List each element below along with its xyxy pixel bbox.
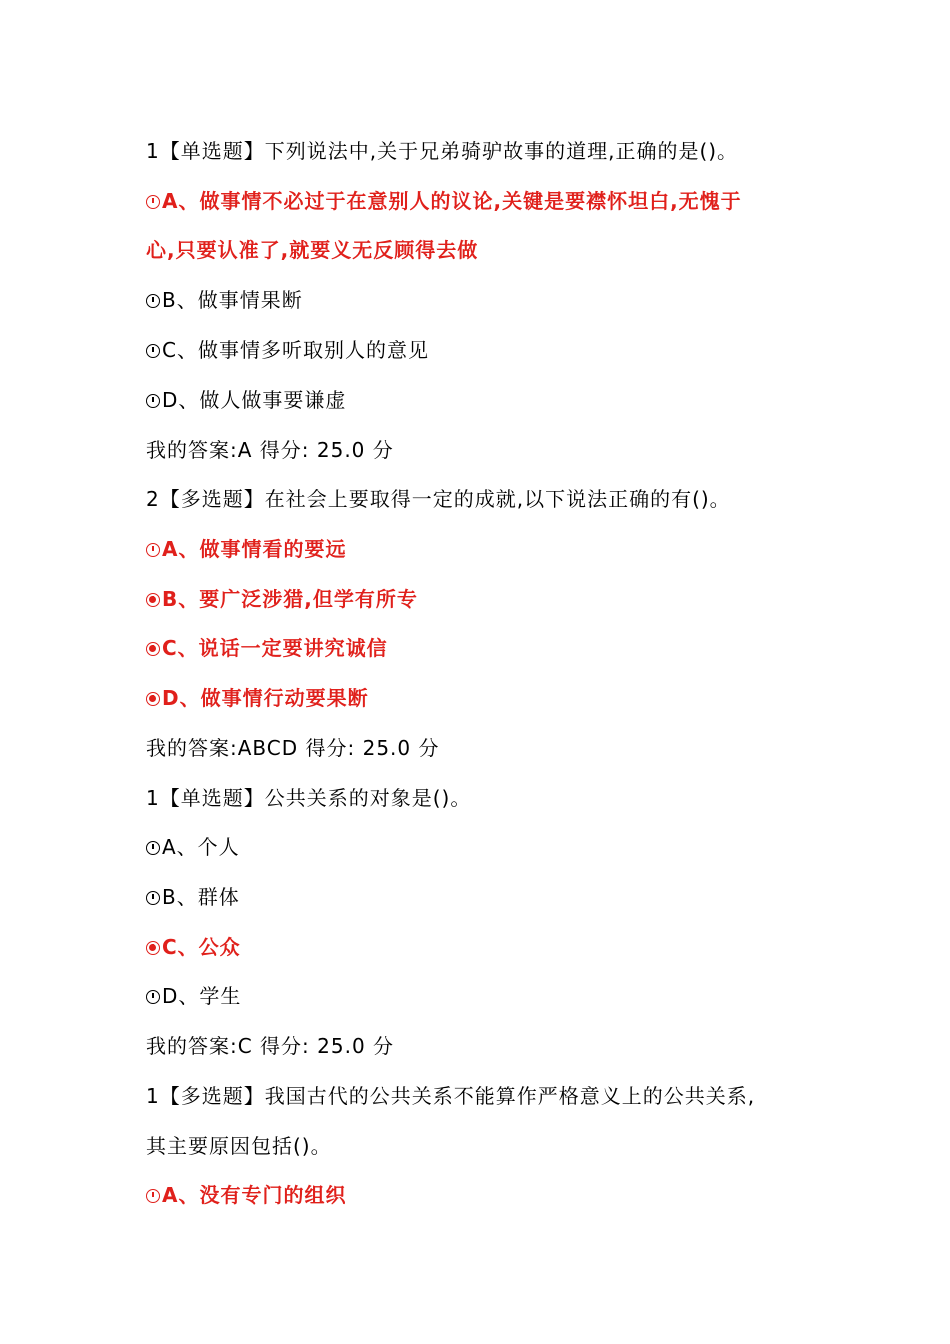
q2-my-answer: 我的答案:ABCD 得分: 25.0 分 xyxy=(146,736,440,760)
q3-option-a[interactable]: A、个人 xyxy=(146,827,816,867)
radio-checked-icon xyxy=(146,941,160,955)
checkbox-icon xyxy=(146,543,160,557)
question-3-stem: 1【单选题】公共关系的对象是()。 xyxy=(146,786,472,810)
radio-icon xyxy=(146,394,160,408)
radio-icon xyxy=(146,195,160,209)
q1-option-c[interactable]: C、做事情多听取别人的意见 xyxy=(146,330,816,370)
q2-option-a[interactable]: A、做事情看的要远 xyxy=(146,529,816,569)
q2-option-b[interactable]: B、要广泛涉猎,但学有所专 xyxy=(146,579,816,619)
q2-option-c[interactable]: C、说话一定要讲究诚信 xyxy=(146,628,816,668)
q1-option-b[interactable]: B、做事情果断 xyxy=(146,280,816,320)
q3-option-b[interactable]: B、群体 xyxy=(146,877,816,917)
q1-option-d[interactable]: D、做人做事要谦虚 xyxy=(146,380,816,420)
question-4-stem-continued: 其主要原因包括()。 xyxy=(146,1134,332,1158)
question-2-stem: 2【多选题】在社会上要取得一定的成就,以下说法正确的有()。 xyxy=(146,487,731,511)
q1-option-a[interactable]: A、做事情不必过于在意别人的议论,关键是要襟怀坦白,无愧于 xyxy=(146,181,816,221)
checkbox-checked-icon xyxy=(146,642,160,656)
checkbox-checked-icon xyxy=(146,593,160,607)
radio-icon xyxy=(146,841,160,855)
radio-icon xyxy=(146,294,160,308)
radio-icon xyxy=(146,891,160,905)
question-1-stem: 1【单选题】下列说法中,关于兄弟骑驴故事的道理,正确的是()。 xyxy=(146,139,739,163)
q4-option-a[interactable]: A、没有专门的组织 xyxy=(146,1175,816,1215)
checkbox-checked-icon xyxy=(146,692,160,706)
radio-icon xyxy=(146,344,160,358)
q3-option-c[interactable]: C、公众 xyxy=(146,927,816,967)
q1-option-a-continued: 心,只要认准了,就要义无反顾得去做 xyxy=(146,238,479,262)
q3-my-answer: 我的答案:C 得分: 25.0 分 xyxy=(146,1034,395,1058)
checkbox-icon xyxy=(146,1189,160,1203)
question-4-stem: 1【多选题】我国古代的公共关系不能算作严格意义上的公共关系, xyxy=(146,1084,756,1108)
q2-option-d[interactable]: D、做事情行动要果断 xyxy=(146,678,816,718)
radio-icon xyxy=(146,990,160,1004)
q1-my-answer: 我的答案:A 得分: 25.0 分 xyxy=(146,438,394,462)
q3-option-d[interactable]: D、学生 xyxy=(146,976,816,1016)
